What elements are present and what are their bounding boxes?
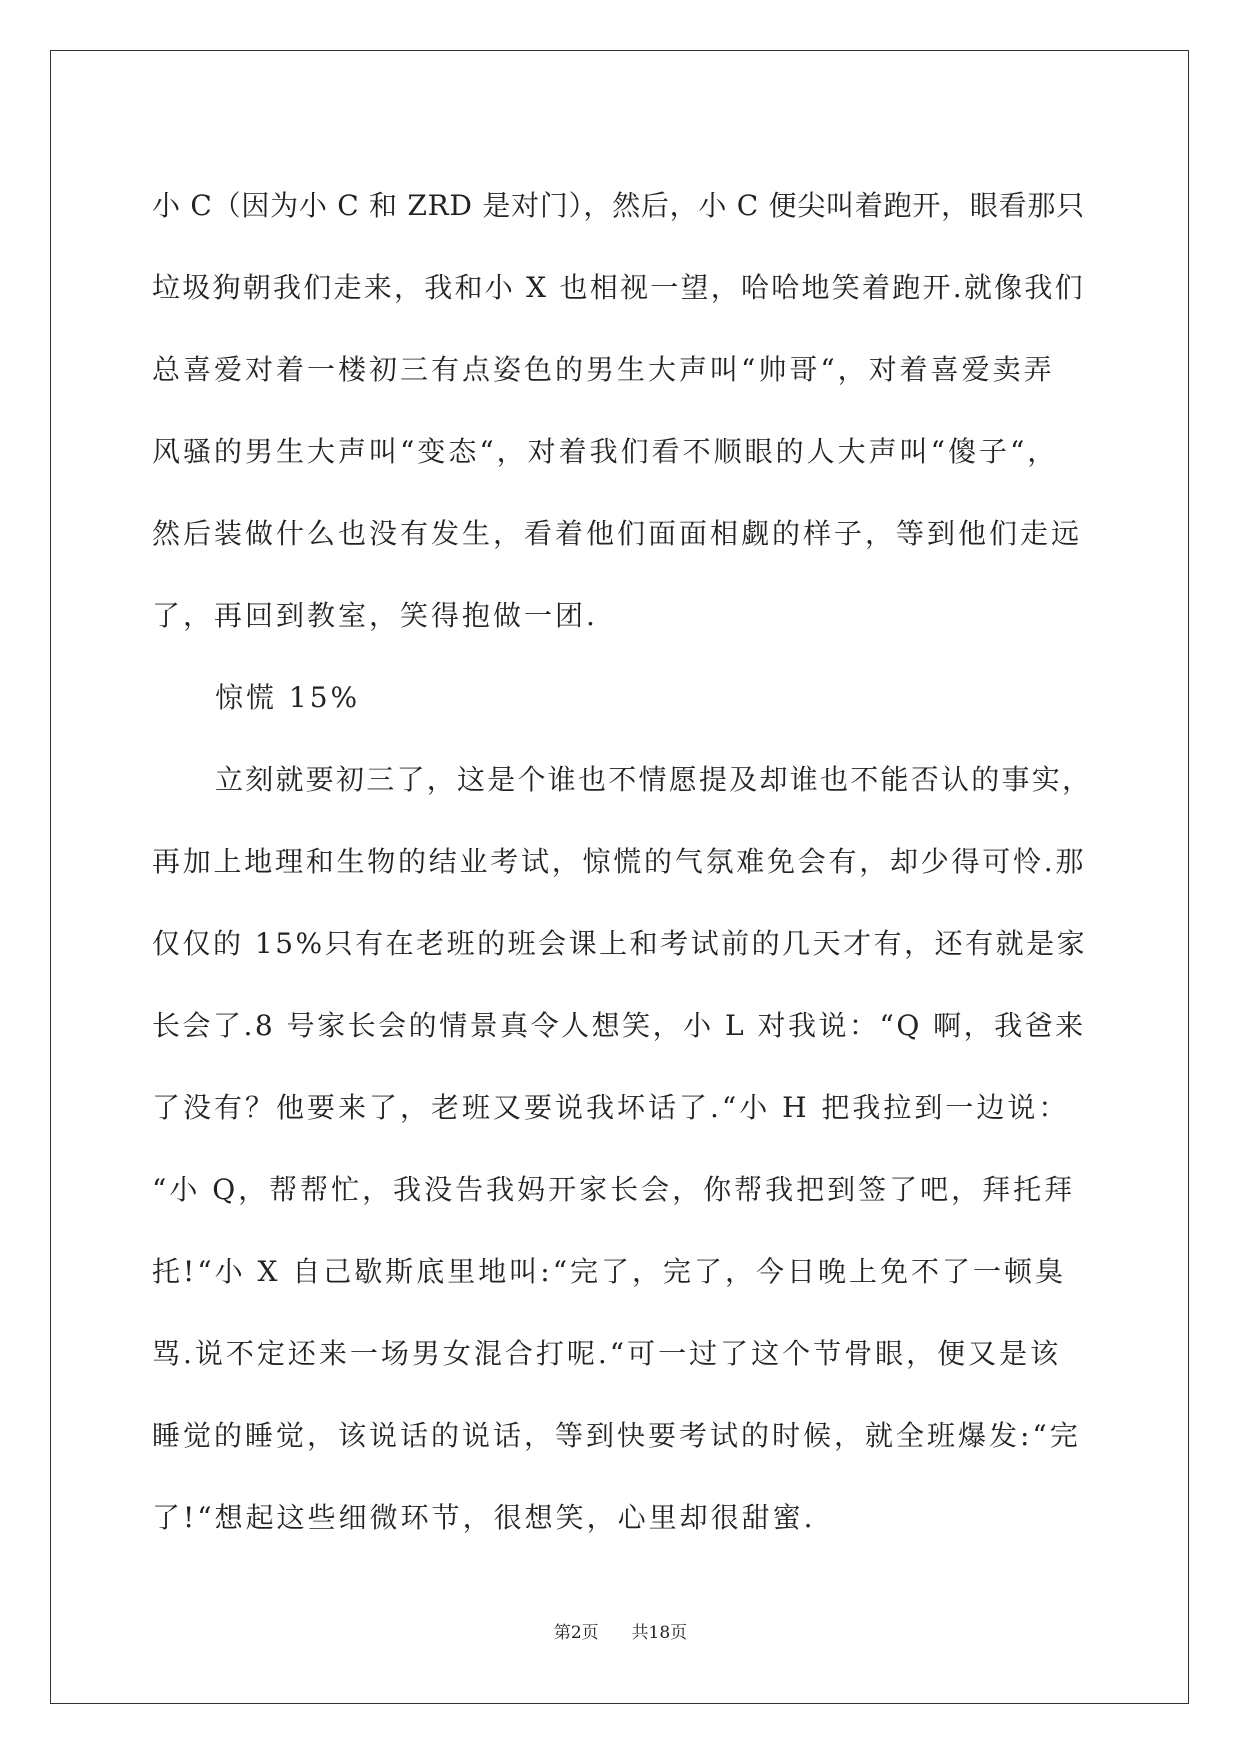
text-line: 仅仅的 15%只有在老班的班会课上和考试前的几天才有，还有就是家 (152, 927, 1088, 960)
text-line: 了，再回到教室，笑得抱做一团. (152, 599, 598, 632)
page-total: 共18页 (631, 1623, 688, 1643)
text-line: 托!“小 X 自己歇斯底里地叫:“完了，完了，今日晚上免不了一顿臭 (152, 1255, 1067, 1288)
paragraph-text (152, 165, 1092, 1559)
page-number: 第2页 (553, 1623, 599, 1643)
text-line: 然后装做什么也没有发生，看着他们面面相觑的样子，等到他们走远 (152, 517, 1083, 550)
page-footer (0, 1618, 1241, 1643)
text-line: 骂.说不定还来一场男女混合打呢.“可一过了这个节骨眼，便又是该 (152, 1337, 1062, 1370)
text-line: 了没有？他要来了，老班又要说我坏话了.“小 H 把我拉到一边说： (152, 1091, 1070, 1124)
text-line: 垃圾狗朝我们走来，我和小 X 也相视一望，哈哈地笑着跑开.就像我们 (152, 271, 1085, 304)
text-line: 睡觉的睡觉，该说话的说话，等到快要考试的时候，就全班爆发:“完 (152, 1419, 1081, 1452)
section-heading: 惊慌 15% (215, 681, 361, 714)
text-line: 风骚的男生大声叫“变态“，对着我们看不顺眼的人大声叫“傻子“， (152, 435, 1059, 468)
text-line: 再加上地理和生物的结业考试，惊慌的气氛难免会有，却少得可怜.那 (152, 845, 1087, 878)
text-line: 总喜爱对着一楼初三有点姿色的男生大声叫“帅哥“，对着喜爱卖弄 (152, 353, 1055, 386)
text-line: 立刻就要初三了，这是个谁也不情愿提及却谁也不能否认的事实， (215, 763, 1093, 796)
text-line: “小 Q，帮帮忙，我没告我妈开家长会，你帮我把到签了吧，拜托拜 (152, 1173, 1076, 1206)
text-line: 长会了.8 号家长会的情景真令人想笑，小 L 对我说：“Q 啊，我爸来 (152, 1009, 1086, 1042)
text-line: 小 C（因为小 C 和 ZRD 是对门），然后，小 C 便尖叫着跑开，眼看那只 (152, 189, 1085, 222)
document-body (152, 165, 1092, 1559)
text-line: 了!“想起这些细微环节，很想笑，心里却很甜蜜. (152, 1501, 816, 1534)
